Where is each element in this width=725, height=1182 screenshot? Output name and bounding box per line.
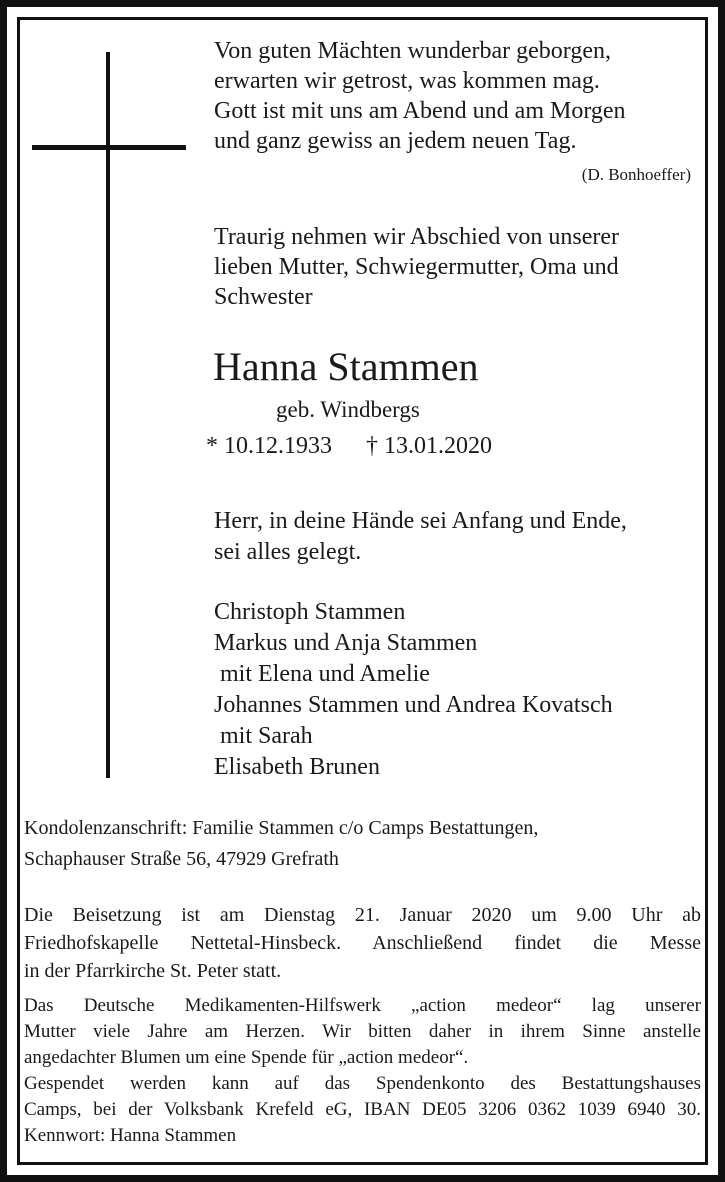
funeral-line: in der Pfarrkirche St. Peter statt. (24, 960, 282, 982)
verse (214, 506, 627, 568)
donation-line: angedachter Blumen um eine Spende für „action medeor“. (24, 1047, 469, 1068)
donation-notice (24, 993, 701, 1149)
life-dates (206, 433, 492, 460)
cross-horizontal-bar (32, 145, 186, 150)
donation-line: Kennwort: Hanna Stammen (24, 1125, 237, 1146)
poem (214, 36, 626, 156)
poem-line: erwarten wir getrost, was kommen mag. (214, 68, 600, 94)
deceased-name: Hanna Stammen (213, 344, 479, 389)
funeral-line: Die Beisetzung ist am Dienstag 21. Januar 2020 um 9.00 Uhr ab (24, 904, 701, 926)
mourner: mit Elena und Amelie (220, 661, 430, 687)
intro-text (214, 222, 619, 312)
verse-line: sei alles gelegt. (214, 539, 362, 565)
mourner: mit Sarah (220, 723, 313, 749)
mourner: Elisabeth Brunen (214, 754, 380, 780)
condolence-line: Kondolenzanschrift: Familie Stammen c/o Camps Bestattungen, (24, 817, 539, 839)
verse-line: Herr, in deine Hände sei Anfang und Ende, (214, 508, 627, 534)
mourner: Christoph Stammen (214, 599, 406, 625)
mourners-list (214, 597, 613, 783)
poem-line: Von guten Mächten wunderbar geborgen, (214, 38, 612, 64)
donation-line: Gespendet werden kann auf das Spendenkonto des Bestattungshauses (24, 1073, 701, 1094)
intro-line: Schwester (214, 284, 313, 310)
intro-line: lieben Mutter, Schwiegermutter, Oma und (214, 254, 619, 280)
condolence-address (24, 813, 538, 875)
mourner: Johannes Stammen und Andrea Kovatsch (214, 692, 613, 718)
death-date: † 13.01.2020 (366, 433, 492, 459)
intro-line: Traurig nehmen wir Abschied von unserer (214, 224, 620, 250)
cross-vertical-bar (106, 52, 110, 778)
donation-line: Das Deutsche Medikamenten-Hilfswerk „action medeor“ lag unserer (24, 995, 701, 1016)
mourner: Markus und Anja Stammen (214, 630, 478, 656)
donation-line: Mutter viele Jahre am Herzen. Wir bitten daher in ihrem Sinne anstelle (24, 1021, 701, 1042)
condolence-line: Schaphauser Straße 56, 47929 Grefrath (24, 848, 339, 870)
poem-line: Gott ist mit uns am Abend und am Morgen (214, 98, 626, 124)
birth-date: * 10.12.1933 (206, 433, 332, 459)
funeral-line: Friedhofskapelle Nettetal-Hinsbeck. Anschließend findet die Messe (24, 932, 701, 954)
donation-line: Camps, bei der Volksbank Krefeld eG, IBAN DE05 3206 0362 1039 6940 30. (24, 1099, 701, 1120)
poem-attribution: (D. Bonhoeffer) (581, 165, 691, 184)
maiden-name: geb. Windbergs (276, 397, 420, 422)
funeral-notice (24, 901, 701, 985)
poem-line: und ganz gewiss an jedem neuen Tag. (214, 128, 577, 154)
